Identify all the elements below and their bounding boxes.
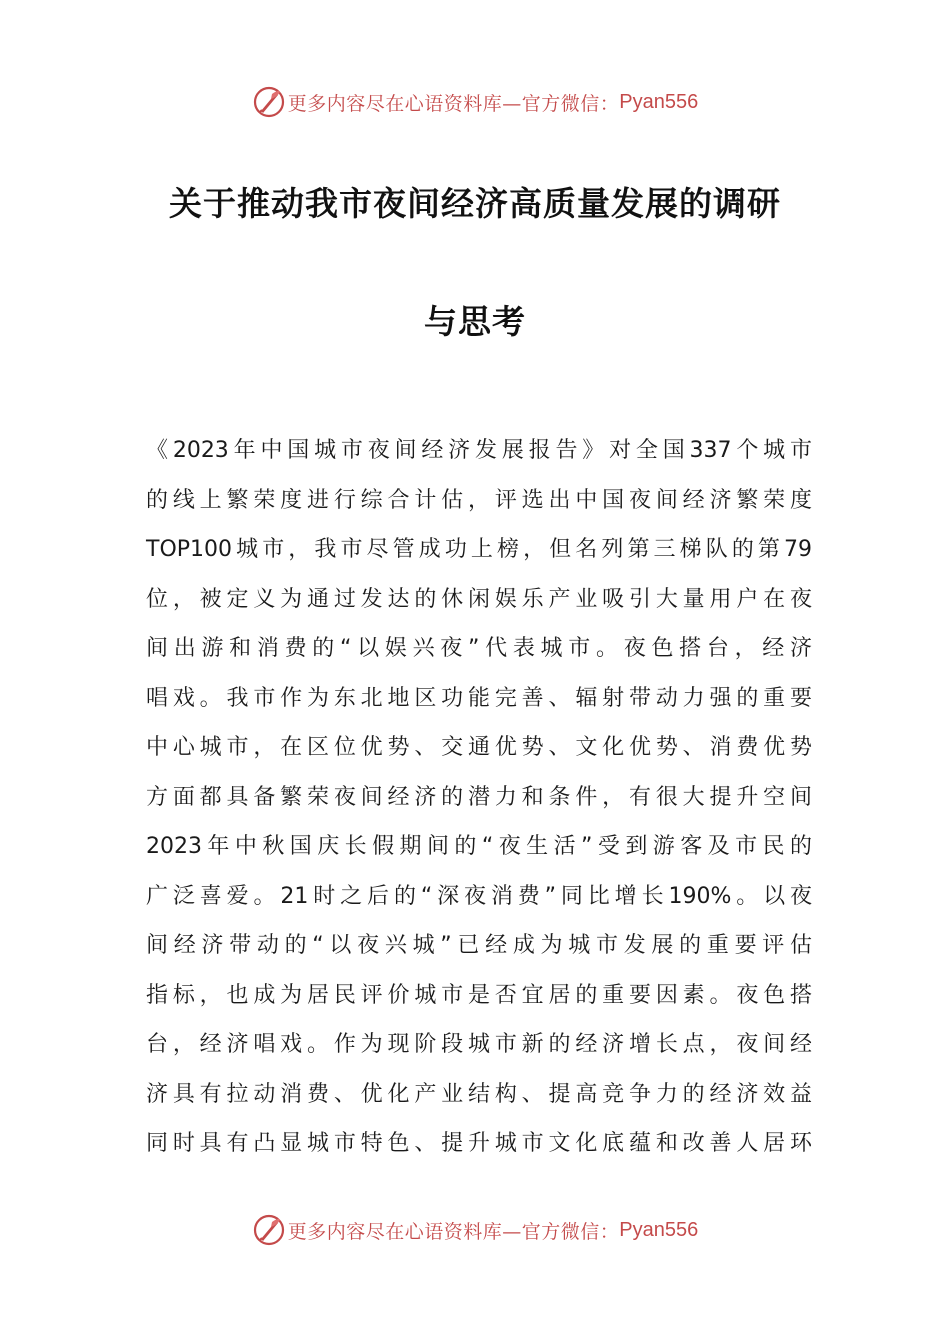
header-banner-text: 更多内容尽在心语资料库—官方微信：	[287, 92, 620, 115]
document-body	[146, 426, 812, 1169]
body-line: 广泛喜爱。21时之后的“深夜消费”同比增长190%。以夜	[146, 883, 812, 909]
header-wechat-id: Pyan556	[619, 90, 699, 113]
body-line: 济具有拉动消费、优化产业结构、提高竞争力的经济效益	[146, 1081, 812, 1107]
body-line: 台，经济唱戏。作为现阶段城市新的经济增长点，夜间经	[146, 1032, 812, 1057]
body-line: 位，被定义为通过发达的休闲娱乐产业吸引大量用户在夜	[146, 586, 812, 612]
body-line: 2023年中秋国庆长假期间的“夜生活”受到游客及市民的	[146, 834, 812, 859]
body-line: 《2023年中国城市夜间经济发展报告》对全国337个城市	[146, 438, 812, 463]
body-line: 的线上繁荣度进行综合计估，评选出中国夜间经济繁荣度	[146, 487, 812, 513]
body-line: 方面都具备繁荣夜间经济的潜力和条件，有很大提升空间	[146, 784, 812, 810]
quill-pen-logo-icon	[252, 85, 286, 119]
body-line: 间出游和消费的“以娱兴夜”代表城市。夜色搭台，经济	[146, 636, 812, 661]
document-title-line2: 与思考	[424, 302, 526, 341]
body-line: TOP100城市，我市尽管成功上榜，但名列第三梯队的第79	[146, 537, 812, 562]
body-line: 同时具有凸显城市特色、提升城市文化底蕴和改善人居环	[146, 1131, 812, 1156]
body-line: 唱戏。我市作为东北地区功能完善、辐射带动力强的重要	[146, 685, 812, 711]
body-line: 间经济带动的“以夜兴城”已经成为城市发展的重要评估	[146, 933, 812, 958]
document-title-line1: 关于推动我市夜间经济高质量发展的调研	[169, 184, 781, 223]
footer-banner	[0, 1210, 950, 1250]
footer-banner-text: 更多内容尽在心语资料库—官方微信：	[287, 1220, 620, 1243]
quill-pen-logo-icon	[252, 1213, 286, 1247]
header-banner	[0, 82, 950, 122]
body-line: 指标，也成为居民评价城市是否宜居的重要因素。夜色搭	[146, 982, 812, 1008]
footer-wechat-id: Pyan556	[619, 1218, 699, 1241]
body-line: 中心城市，在区位优势、交通优势、文化优势、消费优势	[146, 735, 812, 760]
